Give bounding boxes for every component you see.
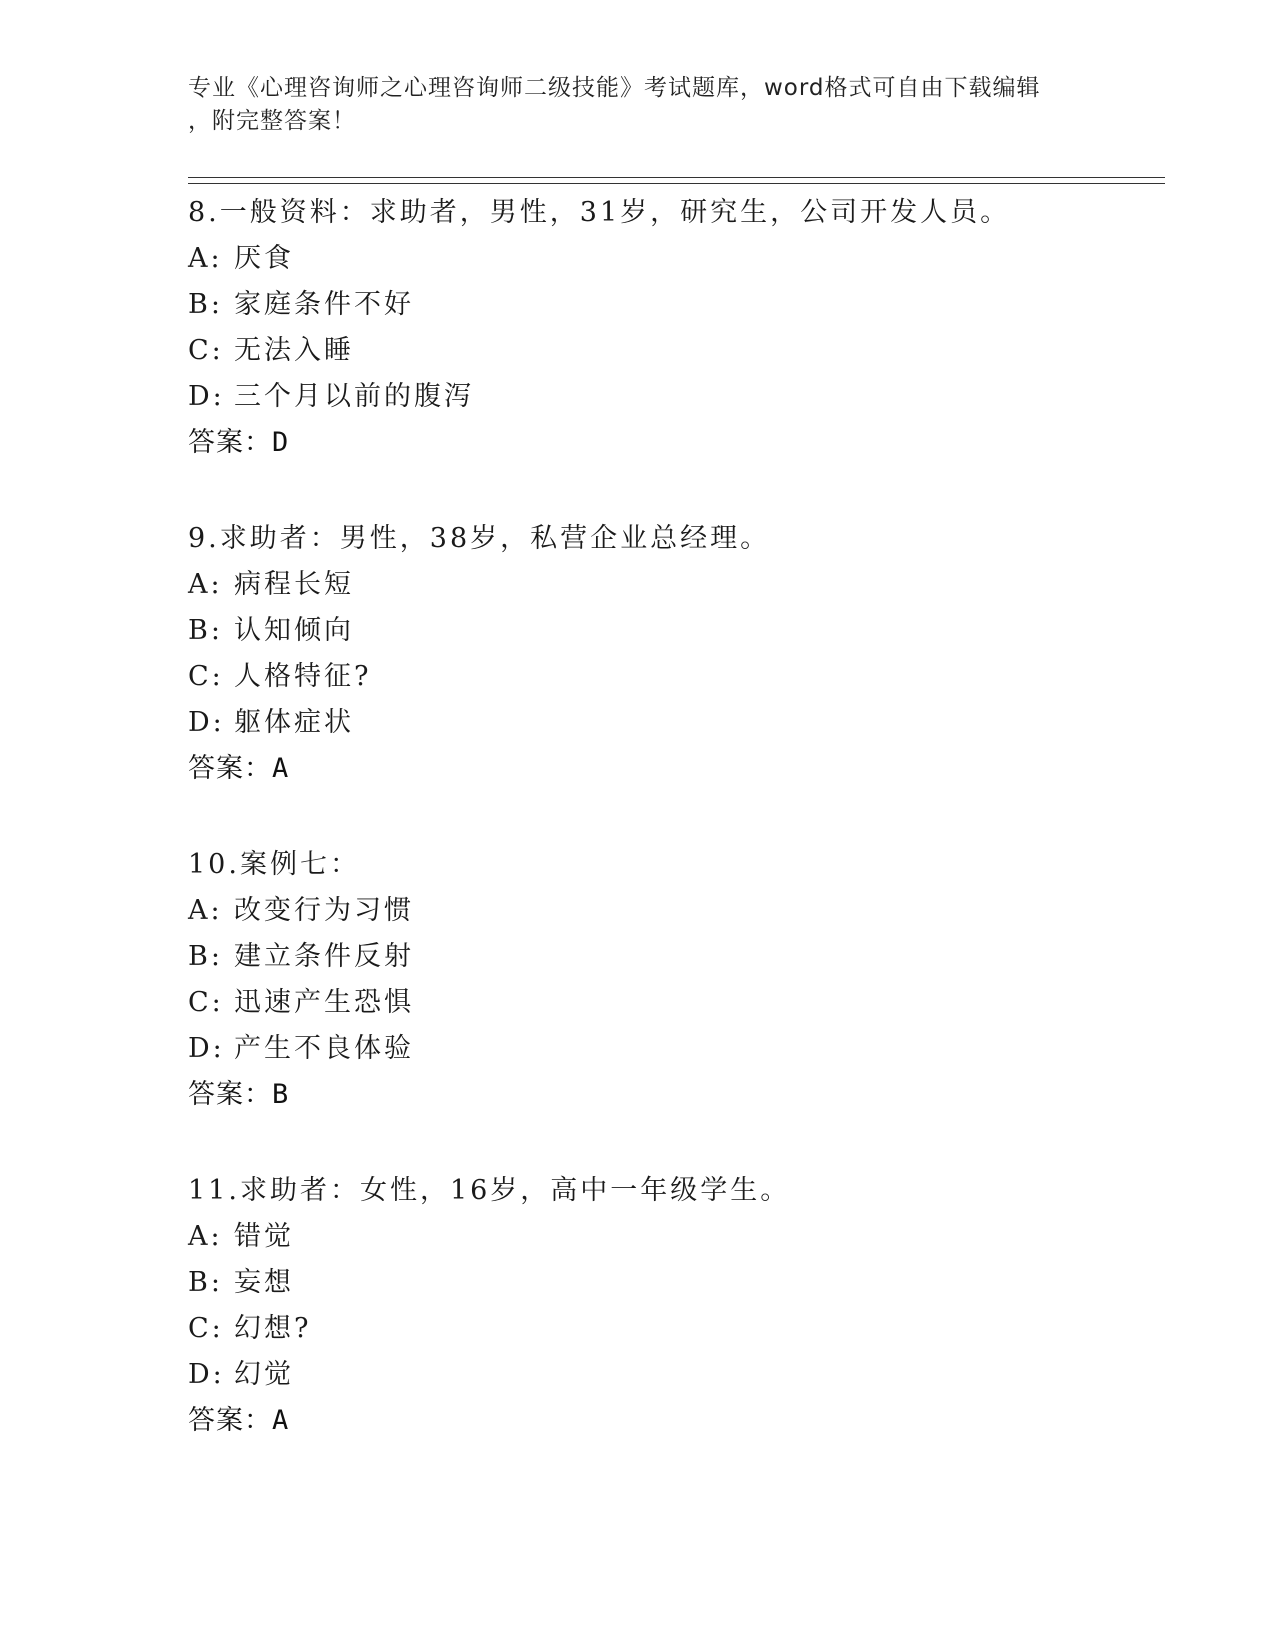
option-d xyxy=(188,1026,1168,1072)
header-line-1: 专业《心理咨询师之心理咨询师二级技能》考试题库，word格式可自由下载编辑 xyxy=(188,75,1041,101)
option-d xyxy=(188,1352,1168,1398)
option-letter: B: xyxy=(188,941,223,972)
option-text: 躯体症状 xyxy=(234,707,354,738)
header-line-2: ，附完整答案！ xyxy=(188,108,356,134)
question-10 xyxy=(188,842,1168,1118)
question-11 xyxy=(188,1168,1168,1444)
header-divider-bottom xyxy=(188,183,1165,184)
option-letter: D: xyxy=(188,1033,225,1064)
question-9 xyxy=(188,516,1168,792)
option-letter: A: xyxy=(188,895,223,926)
question-stem: 9.求助者：男性，38岁，私营企业总经理。 xyxy=(188,523,771,554)
option-letter: C: xyxy=(188,661,224,692)
option-text: 厌食 xyxy=(234,243,294,274)
option-text: 家庭条件不好 xyxy=(234,289,414,320)
document-header xyxy=(188,72,1088,138)
option-text: 妄想 xyxy=(234,1267,294,1298)
option-c xyxy=(188,980,1168,1026)
option-b xyxy=(188,934,1168,980)
option-letter: A: xyxy=(188,243,223,274)
question-stem: 8.一般资料：求助者，男性，31岁，研究生，公司开发人员。 xyxy=(188,197,1011,228)
option-a xyxy=(188,562,1168,608)
answer-line: 答案：B xyxy=(188,1079,290,1110)
question-stem: 11.求助者：女性，16岁，高中一年级学生。 xyxy=(188,1175,791,1206)
option-text: 错觉 xyxy=(234,1221,294,1252)
option-c xyxy=(188,1306,1168,1352)
option-a xyxy=(188,236,1168,282)
option-text: 改变行为习惯 xyxy=(234,895,414,926)
option-a xyxy=(188,888,1168,934)
option-text: 人格特征? xyxy=(234,661,372,692)
option-text: 无法入睡 xyxy=(234,335,354,366)
header-divider-top xyxy=(188,177,1165,178)
option-text: 幻觉 xyxy=(234,1359,294,1390)
answer-line: 答案：A xyxy=(188,1405,290,1436)
question-8 xyxy=(188,190,1168,466)
option-letter: D: xyxy=(188,381,225,412)
option-text: 认知倾向 xyxy=(234,615,354,646)
option-letter: C: xyxy=(188,335,224,366)
option-letter: C: xyxy=(188,1313,224,1344)
option-c xyxy=(188,654,1168,700)
option-d xyxy=(188,700,1168,746)
option-b xyxy=(188,1260,1168,1306)
option-letter: B: xyxy=(188,1267,223,1298)
option-b xyxy=(188,282,1168,328)
option-text: 三个月以前的腹泻 xyxy=(234,381,474,412)
answer-line: 答案：A xyxy=(188,753,290,784)
option-letter: C: xyxy=(188,987,224,1018)
option-letter: D: xyxy=(188,707,225,738)
question-list xyxy=(188,190,1168,1494)
option-c xyxy=(188,328,1168,374)
option-text: 迅速产生恐惧 xyxy=(234,987,414,1018)
option-letter: A: xyxy=(188,1221,223,1252)
option-d xyxy=(188,374,1168,420)
option-text: 幻想? xyxy=(234,1313,312,1344)
option-letter: B: xyxy=(188,289,223,320)
option-text: 建立条件反射 xyxy=(234,941,414,972)
answer-line: 答案：D xyxy=(188,427,290,458)
option-a xyxy=(188,1214,1168,1260)
option-text: 产生不良体验 xyxy=(234,1033,414,1064)
option-b xyxy=(188,608,1168,654)
option-letter: A: xyxy=(188,569,223,600)
option-letter: D: xyxy=(188,1359,225,1390)
option-text: 病程长短 xyxy=(234,569,354,600)
option-letter: B: xyxy=(188,615,223,646)
question-stem: 10.案例七： xyxy=(188,849,360,880)
